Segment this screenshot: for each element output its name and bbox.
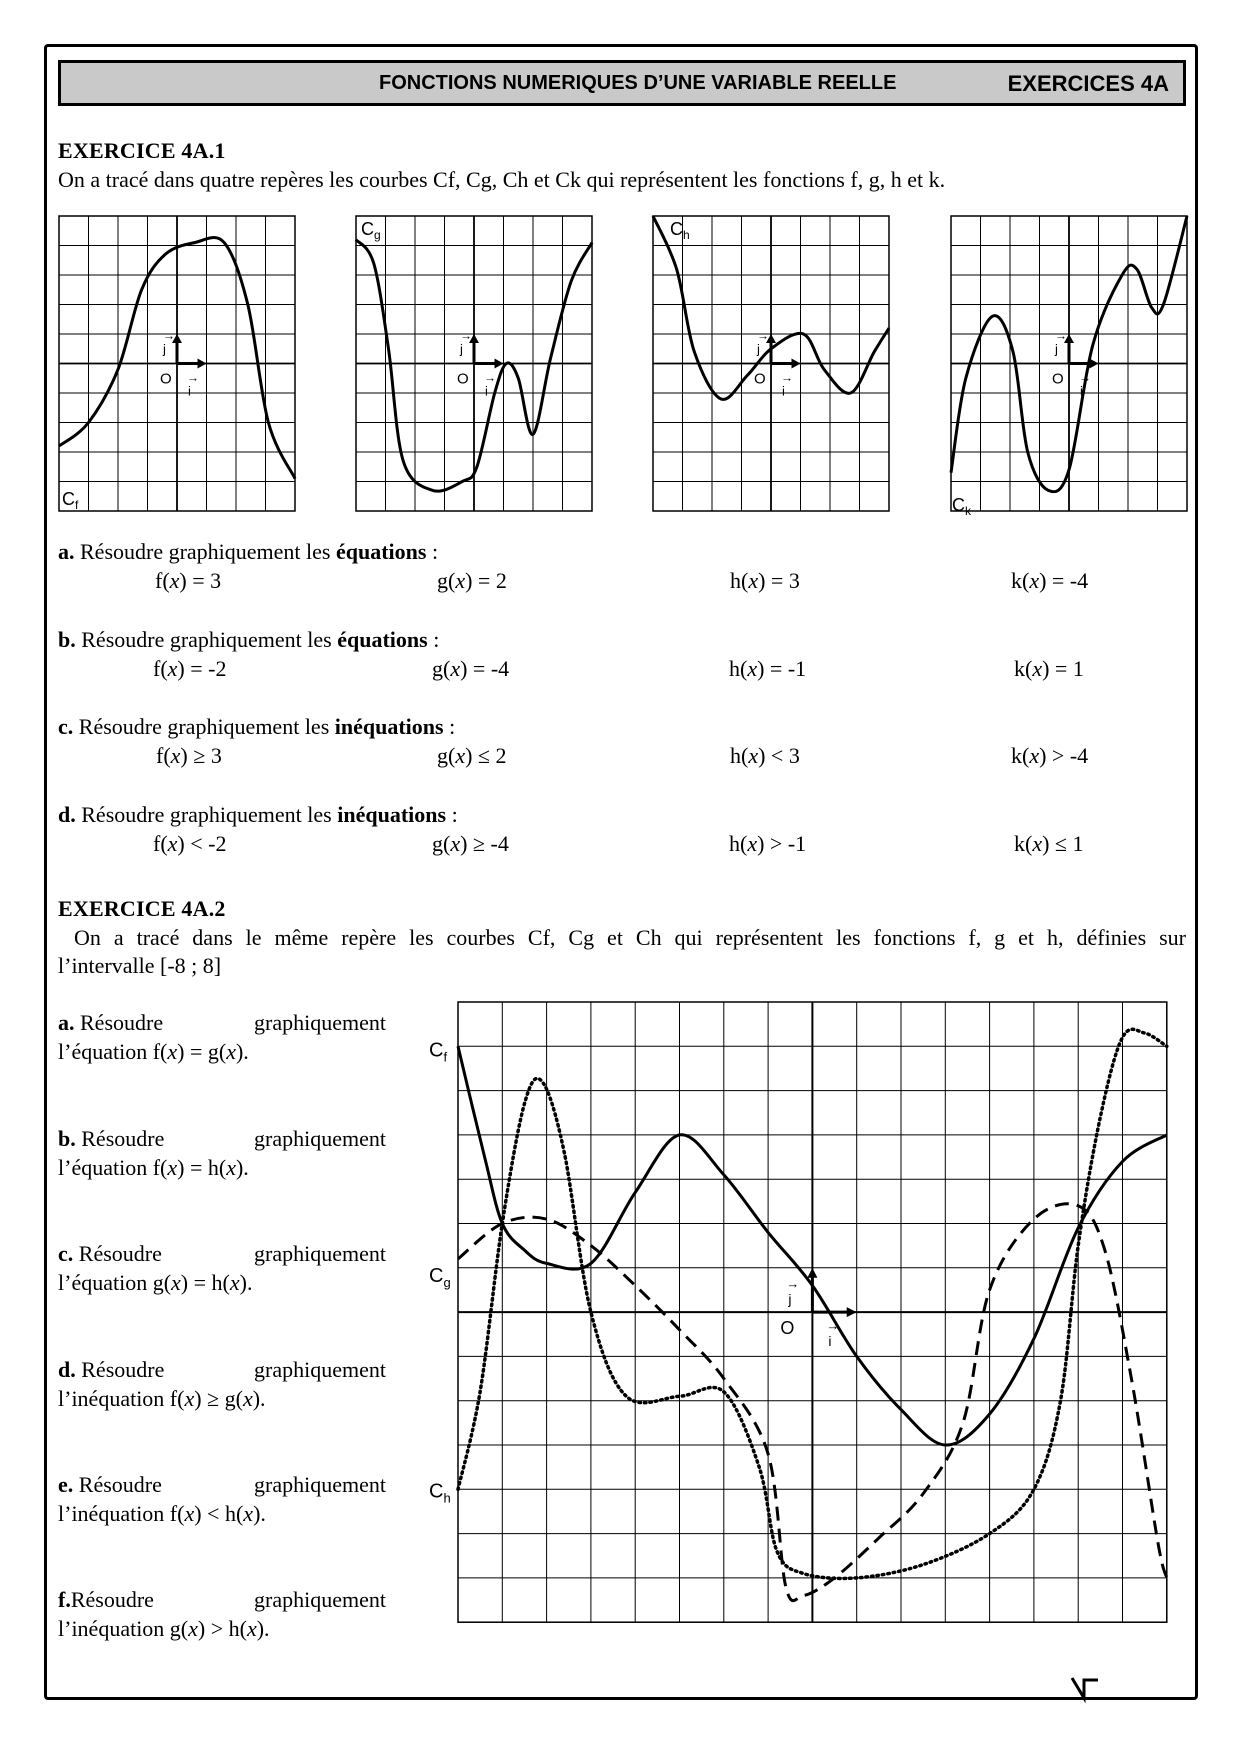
ex1-item: f(x) ≥ 3 (156, 743, 222, 768)
i-label: i (485, 383, 488, 399)
ex1-question-0 (58, 538, 438, 566)
i-arrow-glyph: → (1079, 370, 1091, 385)
origin-label: O (754, 370, 766, 388)
question-letter: c. (58, 714, 74, 739)
vector-i-arrow (792, 359, 801, 369)
ex1-item: k(x) ≤ 1 (1014, 831, 1084, 856)
graph-fgh (430, 1000, 1190, 1640)
ex2-question-4 (58, 1470, 386, 1528)
question-end: : (446, 802, 458, 827)
ex1-intro: On a tracé dans quatre repères les courbes Cf, Cg, Ch et Ck qui représentent les fonctions f, g, h et k. (58, 167, 946, 192)
question-line1: b. Résoudre graphiquement (58, 1126, 386, 1151)
question-line2: l’inéquation f(x) ≥ g(x). (58, 1386, 266, 1411)
question-keyword: inéquations (337, 802, 447, 827)
header-exercises: EXERCICES 4A (1007, 71, 1169, 96)
j-label: j (757, 341, 760, 357)
page-corner-mark (1070, 1676, 1100, 1700)
origin-label: O (1052, 370, 1064, 388)
ex1-item: k(x) = 1 (1014, 656, 1084, 681)
question-text: Résoudre graphiquement les (75, 802, 338, 827)
ex2-question-1 (58, 1124, 386, 1182)
ex1-item: h(x) < 3 (730, 743, 800, 768)
ex1-item: f(x) < -2 (153, 831, 227, 856)
i-arrow-glyph: → (781, 370, 793, 385)
page-header (58, 60, 1186, 106)
j-arrow-glyph: → (1055, 328, 1067, 343)
origin-label: O (780, 1318, 795, 1339)
i-label: i (782, 383, 785, 399)
question-text: Résoudre graphiquement les (74, 539, 336, 564)
question-line1: d. Résoudre graphiquement (58, 1357, 386, 1382)
ex1-question-3 (58, 801, 458, 829)
question-keyword: équations (336, 539, 427, 564)
question-end: : (426, 539, 439, 564)
ex1-title: EXERCICE 4A.1 (58, 138, 226, 163)
question-line2: l’équation g(x) = h(x). (58, 1270, 253, 1295)
j-arrow-glyph: → (786, 1276, 800, 1292)
ex1-item: h(x) = 3 (730, 568, 800, 593)
ex1-item: g(x) = -4 (432, 656, 510, 681)
ex2-intro-line1: On a tracé dans le même repère les courbes Cf, Cg et Ch qui représentent les fonctions f, g et h, définies sur (74, 925, 1186, 950)
question-line1: f.Résoudre graphiquement (58, 1587, 386, 1612)
curve-label: $C_k$ (952, 495, 971, 518)
ex2-question-5 (58, 1585, 386, 1643)
ex2-intro-line2: l’intervalle [-8 ; 8] (58, 953, 222, 978)
vector-i-arrow (198, 359, 207, 369)
curve-label: $C_h$ (429, 1480, 451, 1506)
j-arrow-glyph: → (460, 328, 472, 343)
question-letter: b. (58, 627, 76, 652)
j-label: j (163, 341, 166, 357)
ex1-item: g(x) ≤ 2 (437, 743, 507, 768)
ex1-question-1 (58, 626, 439, 654)
ex1-item: f(x) = -2 (153, 656, 227, 681)
question-end: : (427, 627, 440, 652)
question-keyword: équations (337, 627, 428, 652)
question-letter: a. (58, 539, 75, 564)
ex2-title: EXERCICE 4A.2 (58, 896, 226, 921)
ex1-item: g(x) ≥ -4 (432, 831, 509, 856)
question-line2: l’inéquation g(x) > h(x). (58, 1616, 270, 1641)
question-letter: d. (58, 802, 76, 827)
curve-label: $C_f$ (429, 1039, 448, 1065)
curve-label: $C_f$ (62, 489, 79, 512)
i-label: i (188, 383, 191, 399)
j-label: j (460, 341, 463, 357)
origin-label: O (160, 370, 172, 388)
i-label: i (828, 1333, 832, 1350)
i-arrow-glyph: → (187, 370, 199, 385)
i-arrow-glyph: → (826, 1318, 840, 1334)
curve-label: $C_g$ (361, 219, 381, 242)
curve-label: $C_h$ (670, 219, 690, 242)
ex1-item: k(x) > -4 (1011, 743, 1089, 768)
i-arrow-glyph: → (484, 370, 496, 385)
question-line1: c. Résoudre graphiquement (58, 1241, 386, 1266)
graph-f (58, 215, 298, 513)
question-line1: e. Résoudre graphiquement (58, 1472, 386, 1497)
ex1-item: h(x) > -1 (729, 831, 807, 856)
question-text: Résoudre graphiquement les (73, 714, 335, 739)
curve-label: $C_g$ (429, 1264, 451, 1290)
graph-g (355, 215, 595, 513)
ex1-question-2 (58, 713, 455, 741)
question-end: : (443, 714, 456, 739)
ex2-question-2 (58, 1239, 386, 1297)
question-line1: a. Résoudre graphiquement (58, 1010, 386, 1035)
question-text: Résoudre graphiquement les (75, 627, 338, 652)
vector-i-arrow (847, 1307, 857, 1317)
question-line2: l’inéquation f(x) < h(x). (58, 1501, 266, 1526)
j-arrow-glyph: → (757, 328, 769, 343)
ex1-item: f(x) = 3 (155, 568, 222, 593)
j-arrow-glyph: → (163, 328, 175, 343)
header-title: FONCTIONS NUMERIQUES D’UNE VARIABLE REELLE (379, 72, 897, 94)
ex1-item: h(x) = -1 (729, 656, 807, 681)
ex1-item: g(x) = 2 (437, 568, 507, 593)
ex1-item: k(x) = -4 (1011, 568, 1089, 593)
graph-k (950, 215, 1190, 518)
question-line2: l’équation f(x) = g(x). (58, 1039, 249, 1064)
origin-label: O (457, 370, 469, 388)
j-label: j (1055, 341, 1058, 357)
ex2-question-0 (58, 1008, 386, 1066)
j-label: j (788, 1291, 792, 1308)
i-label: i (1080, 383, 1083, 399)
vector-j-arrow (807, 1268, 817, 1278)
question-keyword: inéquations (334, 714, 444, 739)
graph-h (652, 215, 892, 513)
question-line2: l’équation f(x) = h(x). (58, 1155, 249, 1180)
ex2-question-3 (58, 1355, 386, 1413)
